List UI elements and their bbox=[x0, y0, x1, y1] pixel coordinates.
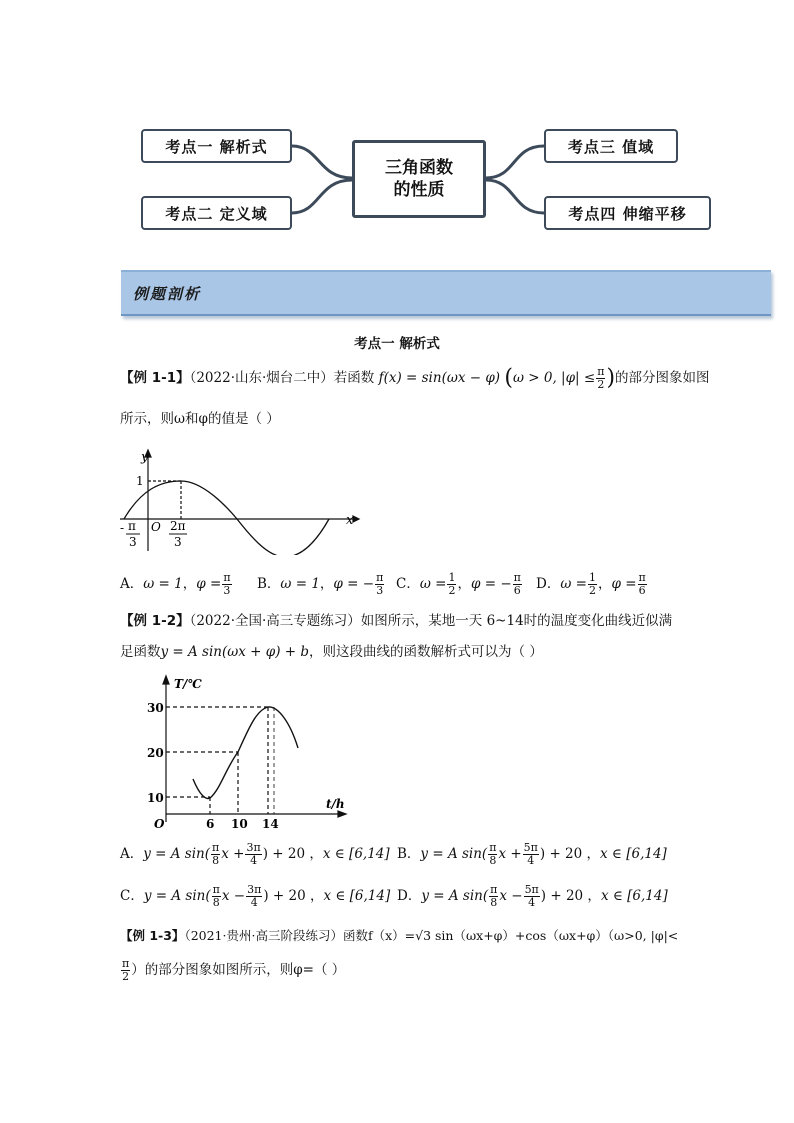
frac-den: 2 bbox=[597, 378, 605, 391]
frac-num: π bbox=[223, 571, 231, 584]
frac-num: 3π bbox=[247, 883, 262, 896]
mindmap-node-topic1 bbox=[141, 129, 292, 163]
example-1-2-option-d[interactable] bbox=[397, 884, 668, 909]
option-phi: φ = bbox=[470, 576, 497, 592]
example-1-1-option-c[interactable]: C．ω = $\frac{1}{2}$ ，φ = − $\frac{\pi}{6}$ bbox=[396, 571, 521, 597]
x-tick-14: 14 bbox=[262, 817, 279, 831]
y-tick-30: 30 bbox=[147, 701, 164, 715]
frac-num: π bbox=[513, 571, 521, 584]
subheading: 考点一 解析式 bbox=[354, 336, 440, 352]
x-tick-10: 10 bbox=[231, 817, 248, 831]
frac-num: π bbox=[212, 883, 220, 896]
example-1-3-question-line2 bbox=[120, 958, 345, 983]
pos-tick-den: 3 bbox=[174, 535, 182, 549]
option-post: ) + 20 ， bbox=[539, 846, 601, 862]
x-axis-label: x bbox=[346, 513, 354, 528]
option-phi: φ = bbox=[611, 576, 637, 592]
example-1-2-source: （2022·全国·高三专题练习） bbox=[189, 613, 361, 629]
frac-den: 2 bbox=[588, 584, 596, 597]
frac-den: 8 bbox=[490, 896, 498, 909]
example-1-1-condition: ω > 0, |φ| ≤ bbox=[512, 370, 596, 386]
option-pre: y = A sin( bbox=[420, 846, 488, 862]
frac-num: π bbox=[489, 841, 497, 854]
option-label: A． bbox=[120, 576, 144, 592]
example-1-3-source: （2021·贵州·高三阶段练习） bbox=[184, 928, 343, 943]
frac-num: 3π bbox=[246, 841, 261, 854]
example-1-2-text3: ，则这段曲线的函数解析式可以为（ ） bbox=[309, 644, 543, 660]
example-1-1-function: f(x) = sin(ωx − φ) bbox=[378, 370, 501, 386]
example-1-3-text2: ）的部分图象如图所示，则φ=（ ） bbox=[131, 962, 346, 978]
mindmap-node-topic4 bbox=[544, 196, 711, 230]
option-label: B． bbox=[257, 576, 281, 592]
origin-label: O bbox=[154, 817, 165, 831]
option-label: A． bbox=[120, 846, 144, 862]
frac-num: π bbox=[376, 571, 384, 584]
frac-den: 3 bbox=[376, 584, 384, 597]
neg-tick-num: π bbox=[128, 519, 136, 533]
frac-num: π bbox=[597, 365, 605, 378]
frac-den: 6 bbox=[513, 584, 521, 597]
temperature-curve bbox=[193, 707, 298, 799]
mindmap-node-topic1-label: 考点一 解析式 bbox=[165, 137, 268, 156]
option-mid: x + bbox=[498, 846, 522, 862]
x-tick-6: 6 bbox=[206, 817, 215, 831]
frac-den: 3 bbox=[223, 584, 231, 597]
option-label: C． bbox=[396, 576, 420, 592]
frac-num: π bbox=[638, 571, 646, 584]
frac-den: 2 bbox=[448, 584, 456, 597]
mindmap-node-topic4-label: 考点四 伸缩平移 bbox=[568, 204, 687, 223]
frac-num: 5π bbox=[523, 841, 538, 854]
T-axis-label: T/℃ bbox=[174, 677, 202, 691]
option-label: D． bbox=[536, 576, 561, 592]
option-post: ) + 20 ， bbox=[263, 888, 324, 904]
y-tick-1: 1 bbox=[136, 474, 144, 488]
option-pre: y = A sin( bbox=[143, 846, 211, 862]
mindmap-node-topic3-label: 考点三 值域 bbox=[567, 137, 655, 156]
example-1-3-tag: 【例 1-3】 bbox=[120, 928, 185, 943]
example-1-2-question-line2 bbox=[120, 642, 543, 662]
sine-graph-1 bbox=[115, 445, 365, 555]
option-phi: φ = bbox=[196, 576, 222, 592]
mindmap-center-line1: 三角函数 bbox=[385, 158, 453, 178]
option-omega: ω = bbox=[560, 576, 587, 592]
pos-tick-num: 2π bbox=[170, 519, 186, 533]
frac-num: π bbox=[212, 841, 220, 854]
example-1-2-text: 如图所示，某地一天 6~14时的温度变化曲线近似满 bbox=[360, 613, 673, 629]
example-1-1-source: （2022·山东·烟台二中） bbox=[189, 370, 334, 386]
example-1-2-question bbox=[120, 611, 672, 631]
example-1-1-text: 若函数 bbox=[333, 370, 375, 386]
frac-den: 8 bbox=[489, 854, 497, 867]
example-1-1-question: 【例 1-1】（2022·山东·烟台二中）若函数 f(x) = sin(ωx − φ) (ω > 0, |φ| ≤ $\frac{\pi}{2}$ )的部分图象如图 bbox=[120, 365, 710, 391]
option-post: ) + 20 ， bbox=[262, 846, 323, 862]
option-post: ) + 20 ， bbox=[540, 888, 601, 904]
frac-den: 6 bbox=[638, 584, 646, 597]
t-axis-label: t/h bbox=[326, 797, 345, 811]
frac-den: 2 bbox=[122, 970, 130, 983]
example-1-3-question bbox=[120, 926, 678, 946]
y-axis-label: y bbox=[141, 450, 149, 465]
option-range: x ∈ [6,14] bbox=[323, 888, 391, 904]
example-1-1-tag: 【例 1-1】 bbox=[120, 370, 190, 386]
y-tick-10: 10 bbox=[147, 791, 164, 805]
option-omega: ω = bbox=[419, 576, 447, 592]
option-label: D． bbox=[397, 888, 422, 904]
x-axis-arrow bbox=[353, 516, 359, 522]
example-1-1-option-d[interactable]: D．ω = $\frac{1}{2}$ ，φ = $\frac{\pi}{6}$ bbox=[536, 571, 646, 597]
example-1-1-text-end: 的部分图象如图 bbox=[615, 370, 710, 386]
example-1-1-option-b[interactable]: B．ω = 1，φ = − $\frac{\pi}{3}$ bbox=[257, 571, 384, 597]
origin-label: O bbox=[151, 520, 161, 534]
frac-den: 8 bbox=[212, 896, 220, 909]
frac-num: 1 bbox=[448, 571, 456, 584]
T-axis-arrow bbox=[163, 676, 169, 684]
option-label: C． bbox=[120, 888, 144, 904]
neg-tick-den: 3 bbox=[129, 535, 137, 549]
temperature-graph bbox=[140, 672, 360, 832]
option-pre: y = A sin( bbox=[421, 888, 489, 904]
frac-den: 4 bbox=[527, 854, 535, 867]
option-omega: ω = 1 bbox=[143, 576, 183, 592]
option-omega: ω = 1 bbox=[280, 576, 320, 592]
option-mid: x + bbox=[221, 846, 245, 862]
option-phi: φ = bbox=[333, 576, 359, 592]
example-1-2-option-c[interactable] bbox=[120, 884, 390, 909]
option-sign: − bbox=[500, 576, 512, 592]
mindmap-center-line2: 的性质 bbox=[393, 180, 445, 200]
sine-curve bbox=[124, 481, 329, 555]
frac-num: π bbox=[122, 957, 130, 970]
frac-num: π bbox=[490, 883, 498, 896]
example-1-2-option-b[interactable] bbox=[397, 842, 667, 867]
example-1-2-option-a[interactable] bbox=[120, 842, 390, 867]
example-1-3-text: 函数f（x）=√3 sin（ωx+φ）+cos（ωx+φ）（ω>0, |φ|< bbox=[342, 928, 679, 943]
option-range: x ∈ [6,14] bbox=[600, 846, 667, 862]
neg-sign: - bbox=[120, 521, 125, 535]
option-mid: x − bbox=[499, 888, 523, 904]
option-range: x ∈ [6,14] bbox=[322, 846, 390, 862]
t-axis-arrow bbox=[338, 811, 346, 817]
frac-den: 4 bbox=[250, 854, 258, 867]
frac-num: 1 bbox=[588, 571, 596, 584]
mindmap-node-topic2 bbox=[141, 196, 292, 230]
frac-den: 4 bbox=[528, 896, 536, 909]
option-label: B． bbox=[397, 846, 421, 862]
frac-den: 4 bbox=[250, 896, 258, 909]
section-banner-title: 例题剖析 bbox=[133, 284, 202, 303]
example-1-2-text2: 足函数 bbox=[120, 644, 161, 660]
mindmap-node-topic3 bbox=[544, 129, 678, 163]
example-1-1-option-a[interactable]: A．ω = 1，φ = $\frac{\pi}{3}$ bbox=[120, 571, 231, 597]
option-mid: x − bbox=[221, 888, 246, 904]
option-range: x ∈ [6,14] bbox=[600, 888, 668, 904]
option-pre: y = A sin( bbox=[143, 888, 211, 904]
option-sign: − bbox=[362, 576, 375, 592]
section-banner bbox=[121, 270, 771, 316]
y-tick-20: 20 bbox=[147, 746, 164, 760]
mindmap-center-node bbox=[352, 140, 486, 218]
example-1-2-tag: 【例 1-2】 bbox=[120, 613, 190, 629]
mindmap-node-topic2-label: 考点二 定义域 bbox=[165, 204, 268, 223]
example-1-1-question-line2: 所示，则ω和φ的值是（ ） bbox=[120, 411, 280, 427]
frac-num: 5π bbox=[524, 883, 539, 896]
example-1-2-function: y = A sin(ωx + φ) + b bbox=[160, 644, 310, 660]
frac-den: 8 bbox=[212, 854, 220, 867]
